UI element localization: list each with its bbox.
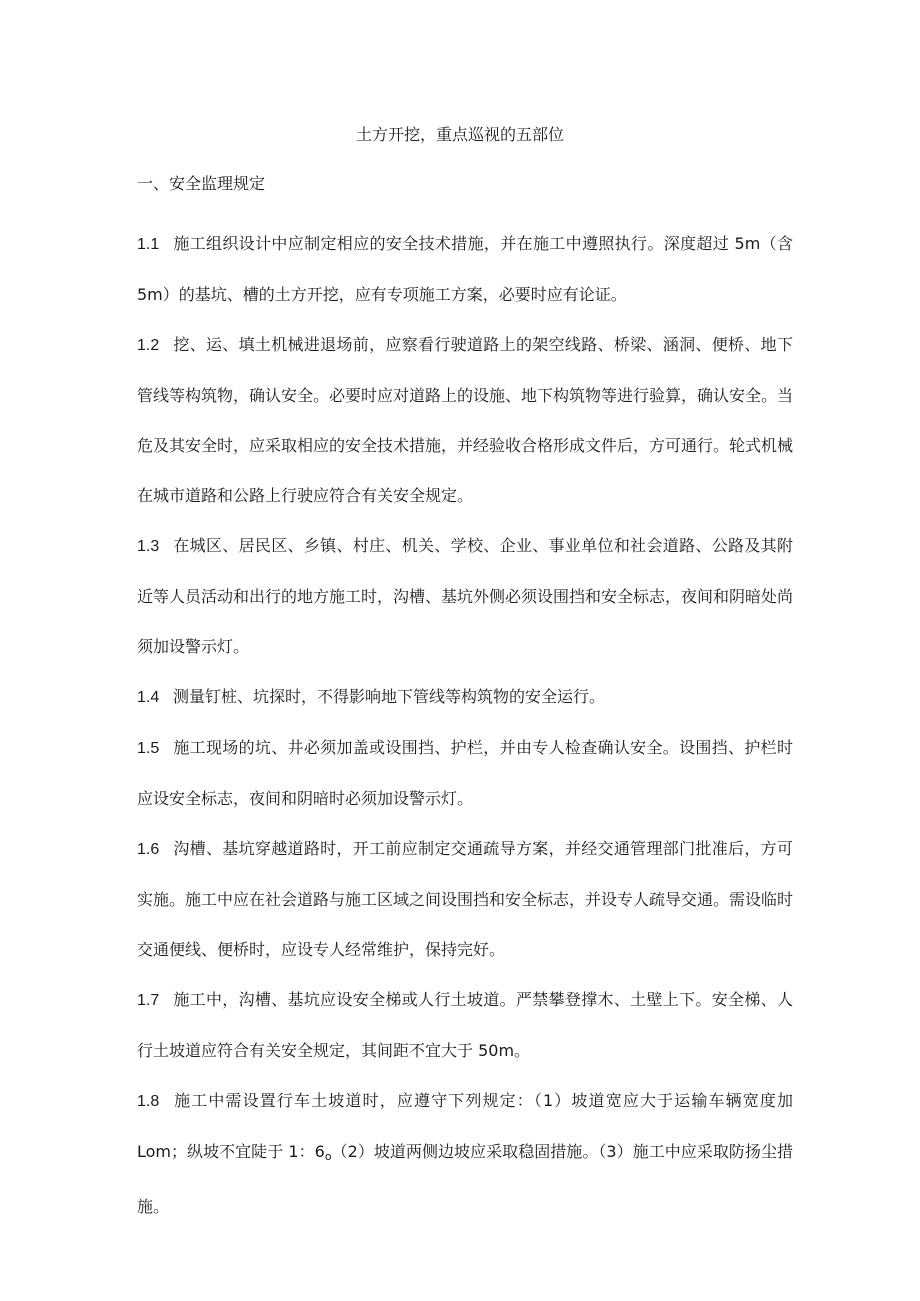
paragraph-text: 测量钉桩、坑探时，不得影响地下管线等构筑物的安全运行。 [173,687,606,706]
paragraph-1-4 [137,672,793,723]
paragraph-number: 1.7 [137,992,160,1009]
document-title: 土方开挖，重点巡视的五部位 [355,125,564,144]
paragraph-1-2 [137,320,793,521]
paragraph-number: 1.3 [137,538,160,555]
paragraph-1-3 [137,521,793,672]
paragraph-text: 施工组织设计中应制定相应的安全技术措施，并在施工中遵照执行。深度超过 5m（含 5m）的基坑、槽的土方开挖，应有专项施工方案，必要时应有论证。 [137,234,793,304]
paragraph-text: 沟槽、基坑穿越道路时，开工前应制定交通疏导方案，并经交通管理部门批准后，方可实施。施工中应在社会道路与施工区域之间设围挡和安全标志，并设专人疏导交通。需设临时交通便线、便桥时，应设专人经常维护，保持完好。 [137,839,794,959]
paragraph-text: 施工现场的坑、井必须加盖或设围挡、护栏，并由专人检查确认安全。设围挡、护栏时应设安全标志，夜间和阴暗时必须加设警示灯。 [137,738,793,808]
body-text [137,219,793,1232]
paragraph-text: 施工中，沟槽、基坑应设安全梯或人行土坡道。严禁攀登撑木、土壁上下。安全梯、人行土坡道应符合有关安全规定，其间距不宜大于 50m。 [137,990,793,1060]
paragraph-number: 1.2 [137,337,160,354]
paragraph-number: 1.8 [137,1093,160,1110]
paragraph-number: 1.5 [137,740,160,757]
paragraph-number: 1.1 [137,236,160,253]
paragraph-number: 1.6 [137,841,160,858]
paragraph-number: 1.4 [137,689,160,706]
paragraph-1-6 [137,824,793,975]
paragraph-1-7 [137,975,793,1076]
paragraph-text: 挖、运、填土机械进退场前，应察看行驶道路上的架空线路、桥梁、涵洞、便桥、地下管线等构筑物，确认安全。必要时应对道路上的设施、地下构筑物等进行验算，确认安全。当危及其安全时，应采取相应的安全技术措施，并经验收合格形成文件后，方可通行。轮式机械在城市道路和公路上行驶应符合有关安全规定。 [137,335,794,505]
paragraph-1-5 [137,723,793,824]
subscript-text: o [324,1150,332,1163]
paragraph-text: 施工中需设置行车土坡道时，应遵守下列规定：（1）坡道宽应大于运输车辆宽度加 Lom；纵坡不宜陡于 1：6 [137,1091,793,1161]
paragraph-text-continued: （2）坡道两侧边坡应采取稳固措施。（3）施工中应采取防扬尘措施。 [137,1142,793,1216]
paragraph-1-1 [137,219,793,320]
paragraph-text: 在城区、居民区、乡镇、村庄、机关、学校、企业、事业单位和社会道路、公路及其附近等人员活动和出行的地方施工时，沟槽、基坑外侧必须设围挡和安全标志，夜间和阴暗处尚须加设警示灯。 [137,536,794,656]
paragraph-1-8 [137,1076,793,1232]
section-heading: 一、安全监理规定 [137,174,266,193]
